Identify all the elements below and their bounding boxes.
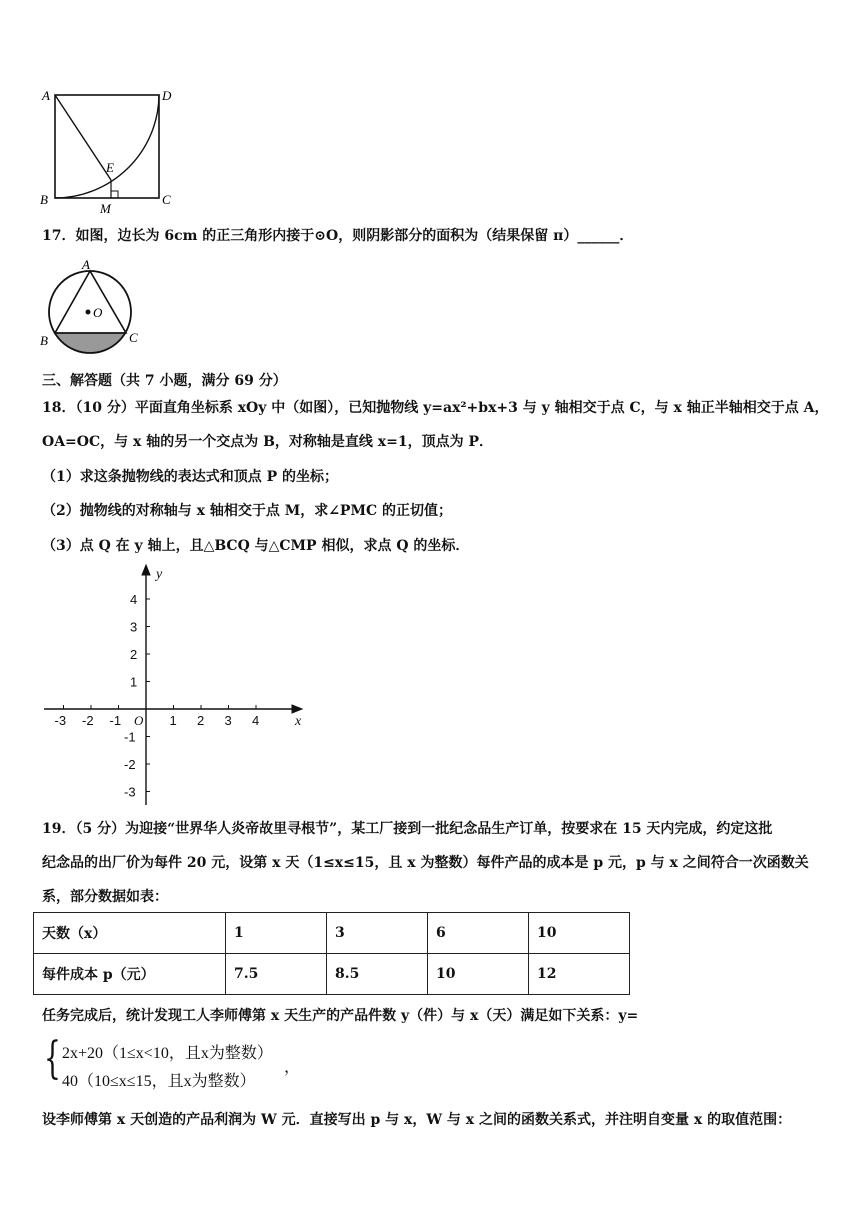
q19-after-table: 任务完成后，统计发现工人李师傅第 x 天生产的产品件数 y（件）与 x（天）满足如下关系：y= <box>42 1008 639 1024</box>
x-tick-label: 2 <box>197 713 205 728</box>
label-A: A <box>42 88 50 103</box>
y-tick-label: 1 <box>130 674 138 690</box>
coordinate-axes <box>40 562 310 810</box>
origin-label: O <box>134 713 144 728</box>
label-O: O <box>93 305 103 320</box>
label-A: A <box>82 257 90 272</box>
cost-table <box>33 912 630 995</box>
table-cell: 6 <box>428 913 529 954</box>
table-cell: 天数（x） <box>34 913 226 954</box>
y-tick-label: -3 <box>124 784 136 800</box>
table-row <box>34 913 630 954</box>
q18-part1: （1）求这条抛物线的表达式和顶点 P 的坐标； <box>42 469 339 485</box>
square-arc-figure <box>36 84 186 219</box>
section-title: 三、解答题（共 7 小题，满分 69 分） <box>42 373 287 389</box>
q19-last: 设李师傅第 x 天创造的产品利润为 W 元．直接写出 p 与 x，W 与 x 之间的函数关系式，并注明自变量 x 的取值范围： <box>42 1112 792 1128</box>
q17-text: 17．如图，边长为 6cm 的正三角形内接于⊙O，则阴影部分的面积为（结果保留 π）______． <box>42 228 634 244</box>
table-row <box>34 954 630 995</box>
y-tick-label: -1 <box>124 729 136 745</box>
y-tick-label: -2 <box>124 757 136 772</box>
table-cell: 8.5 <box>327 954 428 995</box>
label-B: B <box>40 333 48 348</box>
piecewise-tail: ， <box>284 1057 301 1076</box>
q18-part2: （2）抛物线的对称轴与 x 轴相交于点 M，求∠PMC 的正切值； <box>42 503 452 519</box>
y-tick-label: 3 <box>130 619 138 635</box>
table-cell: 每件成本 p（元） <box>34 954 226 995</box>
table-cell: 10 <box>529 913 630 954</box>
label-C: C <box>129 330 138 345</box>
label-M: M <box>100 201 111 216</box>
q19-line1: 19．（5 分）为迎接“世界华人炎帝故里寻根节”，某工厂接到一批纪念品生产订单，按要求在 15 天内完成，约定这批 <box>42 821 773 837</box>
x-tick-label: 4 <box>252 713 260 728</box>
piecewise-brace: { <box>44 1033 61 1084</box>
q18-line2: OA=OC，与 x 轴的另一个交点为 B，对称轴是直线 x=1，顶点为 P． <box>42 434 494 450</box>
x-tick-label: 3 <box>224 713 232 728</box>
y-tick-label: 4 <box>130 592 138 607</box>
x-tick-label: -3 <box>54 713 67 728</box>
y-tick-label: 2 <box>130 647 138 662</box>
label-E: E <box>106 160 114 175</box>
label-B: B <box>40 192 48 207</box>
x-tick-label: 1 <box>169 713 177 728</box>
piecewise-case-1: 2x+20（1≤x<10，且x为整数） <box>62 1045 273 1062</box>
piecewise-case-2: 40（10≤x≤15，且x为整数） <box>62 1073 256 1090</box>
circle-triangle-figure <box>38 256 148 362</box>
label-D: D <box>162 88 172 103</box>
x-axis-label: x <box>295 714 302 729</box>
table-cell: 7.5 <box>226 954 327 995</box>
q19-line3: 系，部分数据如表： <box>42 889 168 905</box>
q19-line2: 纪念品的出厂价为每件 20 元，设第 x 天（1≤x≤15，且 x 为整数）每件产品的成本是 p 元，p 与 x 之间符合一次函数关 <box>42 855 809 871</box>
x-tick-label: -1 <box>109 713 122 728</box>
q18-line1: 18．（10 分）平面直角坐标系 xOy 中（如图），已知抛物线 y=ax²+bx+3 与 y 轴相交于点 C，与 x 轴正半轴相交于点 A， <box>42 400 829 416</box>
q18-part3: （3）点 Q 在 y 轴上，且△BCQ 与△CMP 相似，求点 Q 的坐标． <box>42 538 470 554</box>
x-axis-arrow <box>292 705 302 713</box>
table-cell: 3 <box>327 913 428 954</box>
x-tick-label: -2 <box>82 713 94 728</box>
table-cell: 12 <box>529 954 630 995</box>
y-axis-arrow <box>142 565 150 575</box>
y-axis-label: y <box>156 567 163 582</box>
label-C: C <box>162 192 171 207</box>
table-cell: 1 <box>226 913 327 954</box>
table-cell: 10 <box>428 954 529 995</box>
